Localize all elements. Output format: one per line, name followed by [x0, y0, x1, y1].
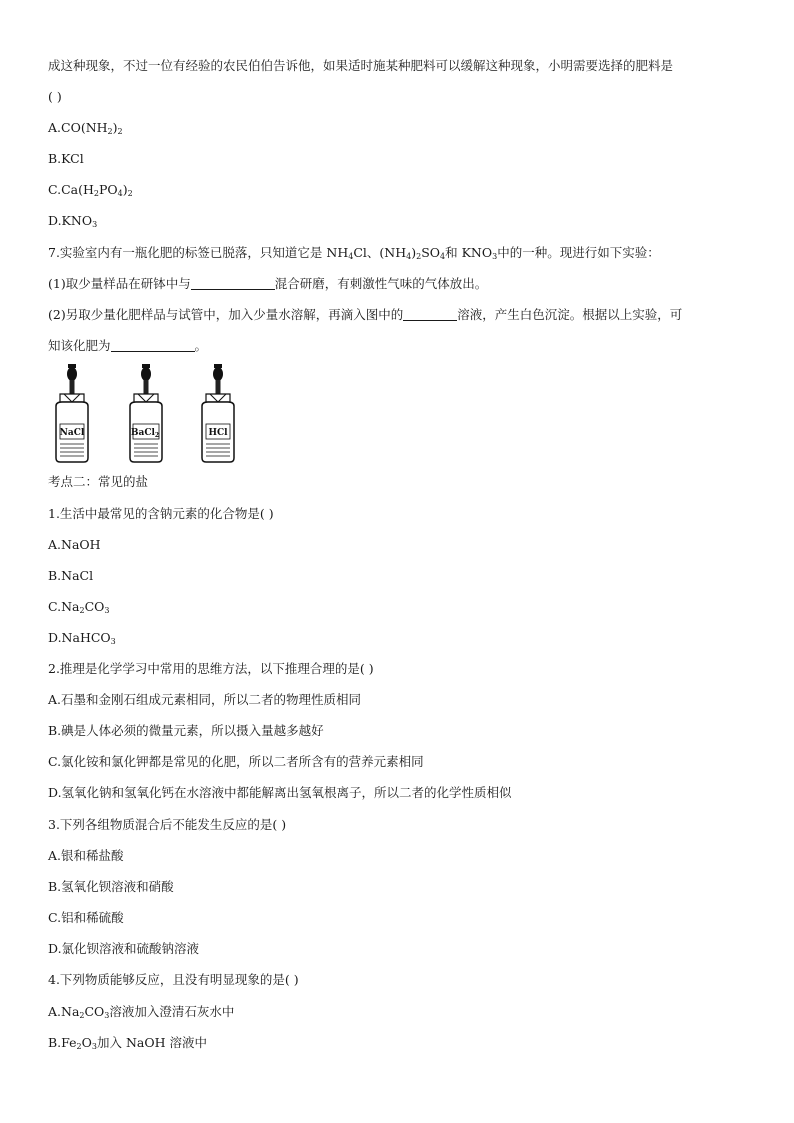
s2q1-option-a: A.NaOH — [48, 537, 101, 552]
s2q4-option-b: $B.Fe_2O_3$加入 NaOH 溶液中 — [48, 1035, 207, 1051]
reagent-bottles-figure — [50, 362, 250, 466]
dropper-bottle-nacl — [56, 364, 88, 462]
s2q3-option-c: C.铝和稀硫酸 — [48, 910, 124, 925]
s2q3-option-d: D.氯化钡溶液和硫酸钠溶液 — [48, 941, 200, 956]
q6-option-d: $D.KNO_3$ — [48, 213, 98, 229]
s2q3-option-a: A.银和稀盐酸 — [48, 848, 124, 863]
s2q2-stem: 2.推理是化学学习中常用的思维方法，以下推理合理的是( ) — [48, 661, 374, 676]
answer-blank-2[interactable] — [403, 308, 457, 321]
answer-blank-1[interactable] — [191, 277, 275, 290]
s2q3-stem: 3.下列各组物质混合后不能发生反应的是( ) — [48, 817, 287, 832]
s2q1-option-c: $C.Na_2CO_3$ — [48, 599, 110, 615]
q6-option-b: B.KCl — [48, 151, 84, 166]
section-title: 考点二：常见的盐 — [48, 474, 149, 489]
s2q1-stem: 1.生活中最常见的含钠元素的化合物是( ) — [48, 506, 274, 521]
s2q4-stem: 4.下列物质能够反应，且没有明显现象的是( ) — [48, 972, 299, 987]
bottle-label-nacl: NaCl — [59, 428, 85, 438]
dropper-bottle-hcl — [202, 364, 234, 462]
s2q1-option-b: B.NaCl — [48, 568, 94, 583]
intro-line-1: 成这种现象，不过一位有经验的农民伯伯告诉他，如果适时施某种肥料可以缓解这种现象，小明需要选择的肥料是 — [48, 58, 674, 73]
q6-option-a: $A.CO(NH_2)_2$ — [48, 120, 123, 136]
s2q2-option-c: C.氯化铵和氯化钾都是常见的化肥，所以二者所含有的营养元素相同 — [48, 754, 424, 769]
s2q2-option-d: D.氢氧化钠和氢氧化钙在水溶液中都能解离出氢氧根离子，所以二者的化学性质相似 — [48, 785, 512, 800]
s2q2-option-b: B.碘是人体必须的微量元素，所以摄入量越多越好 — [48, 723, 324, 738]
bottle-label-bacl2: BaCl$_2$ — [130, 428, 160, 439]
s2q3-option-b: B.氢氧化钡溶液和硝酸 — [48, 879, 174, 894]
q7-stem: 7.实验室内有一瓶化肥的标签已脱落，只知道它是 $NH_4Cl$、$(NH_4)_2SO_4$和 $KNO_3$中的一种。现进行如下实验： — [48, 245, 660, 261]
q6-option-c: $C.Ca(H_2PO_4)_2$ — [48, 182, 133, 198]
q7-part-2: (2)另取少量化肥样品与试管中，加入少量水溶解，再滴入图中的 溶液，产生白色沉淀。根据以上实验，可 — [48, 307, 683, 322]
q7-part-1: (1)取少量样品在研钵中与 混合研磨，有刺激性气味的气体放出。 — [48, 276, 488, 291]
q7-part-3: 知该化肥为 。 — [48, 338, 208, 353]
s2q1-option-d: D.NaHCO$_3$ — [48, 630, 116, 646]
bottle-label-hcl: HCl — [208, 428, 228, 438]
s2q4-option-a: $A.Na_2CO_3$溶液加入澄清石灰水中 — [48, 1004, 235, 1020]
intro-answer-bracket: ( ) — [48, 89, 62, 104]
dropper-bottle-bacl2 — [130, 364, 162, 462]
s2q2-option-a: A.石墨和金刚石组成元素相同，所以二者的物理性质相同 — [48, 692, 362, 707]
answer-blank-3[interactable] — [111, 339, 195, 352]
